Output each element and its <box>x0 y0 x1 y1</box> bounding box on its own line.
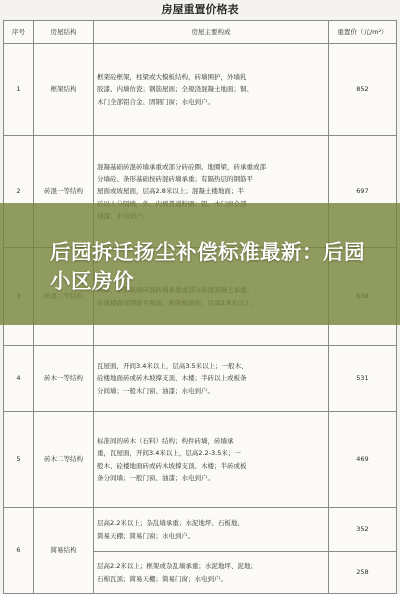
header-structure: 房屋结构 <box>34 21 94 44</box>
header-no: 序号 <box>4 21 34 44</box>
desc-line: 简易天棚；简易门窗；水电到户。 <box>97 531 195 540</box>
row-price: 258 <box>329 552 397 594</box>
header-description: 房屋主要构成 <box>94 21 329 44</box>
desc-line: 胶漆、内墙仿瓷；钢筋屋面；全現浇混凝土地面；铜、 <box>97 85 253 94</box>
row-description <box>94 44 329 136</box>
desc-line: 分墙砼、条形基础按砖混砖墙承重；有隔热层的钢筋平 <box>97 174 253 183</box>
row-structure: 砖木一等结构 <box>34 346 94 412</box>
row-description <box>94 552 329 594</box>
row-description <box>94 412 329 508</box>
desc-line: 框架砼框架，柱梁或大模板结构，砖墙围护，外墙乳 <box>97 72 247 81</box>
row-structure: 简易结构 <box>34 508 94 594</box>
desc-line: 混凝基础砖混砖墙承重或部分砖砼圈、地圈梁，砖承重或部 <box>97 162 266 171</box>
header-price: 重置价（元/m²） <box>329 21 397 44</box>
desc-line: 标准间的砖木（石料）结构；构件砖墙，砖墙承 <box>97 436 234 445</box>
desc-line: 层高2.2米以上；杂乱墙承重；水泥地坪、石板地、 <box>97 519 244 528</box>
headline-text: 后园拆迁扬尘补偿标准最新：后园小区房价 <box>50 240 365 293</box>
desc-line: 砼楼地面砖或砖木坡撑支顶、木楼；半砖以上或板条 <box>97 374 247 383</box>
table-row <box>4 44 397 136</box>
row-structure: 砖混一等结构 <box>34 136 94 248</box>
row-no: 2 <box>4 136 34 248</box>
desc-line: 重，瓦屋面，开间3.4米以上，层高2.2-3.5米；一 <box>97 449 241 458</box>
desc-line: 条分间墙；一般门窗、油漆；水电到户。 <box>97 473 214 482</box>
desc-line: 木门全部铝合金、固钢门窗；水电到户。 <box>97 97 214 106</box>
desc-line: 屋面或坡屋面，层高2.8米以上；混凝土楼地面；半 <box>97 187 244 196</box>
table-row <box>4 508 397 552</box>
row-price: 697 <box>329 136 397 248</box>
row-price: 531 <box>329 346 397 412</box>
row-structure: 砖木二等结构 <box>34 412 94 508</box>
desc-line: 分间墙；一般木门窗、油漆；水电到户。 <box>97 386 214 395</box>
row-no: 4 <box>4 346 34 412</box>
table-row <box>4 346 397 412</box>
row-description <box>94 508 329 552</box>
desc-line: 石棉瓦顶；简易天棚；简易门窗；水电到户。 <box>97 574 227 583</box>
table-title: 房屋重置价格表 <box>161 3 239 16</box>
desc-line: 瓦屋面，开间3.4米以上，层高3.5米以上；一般木、 <box>97 361 248 370</box>
row-price: 469 <box>329 412 397 508</box>
table-row <box>4 412 397 508</box>
row-no: 1 <box>4 44 34 136</box>
row-price: 852 <box>329 44 397 136</box>
table-header-row <box>4 21 397 44</box>
row-structure: 框架结构 <box>34 44 94 136</box>
row-no: 6 <box>4 508 34 594</box>
desc-line: 般木、砼楼地面砖或砖木坡撑支顶、木楼；半砖或板 <box>97 461 247 470</box>
row-price: 352 <box>329 508 397 552</box>
desc-line: 层高2.2米以上；框架或杂乱墙承重；水泥地坪、泥地； <box>97 562 257 571</box>
row-description <box>94 346 329 412</box>
row-no: 5 <box>4 412 34 508</box>
